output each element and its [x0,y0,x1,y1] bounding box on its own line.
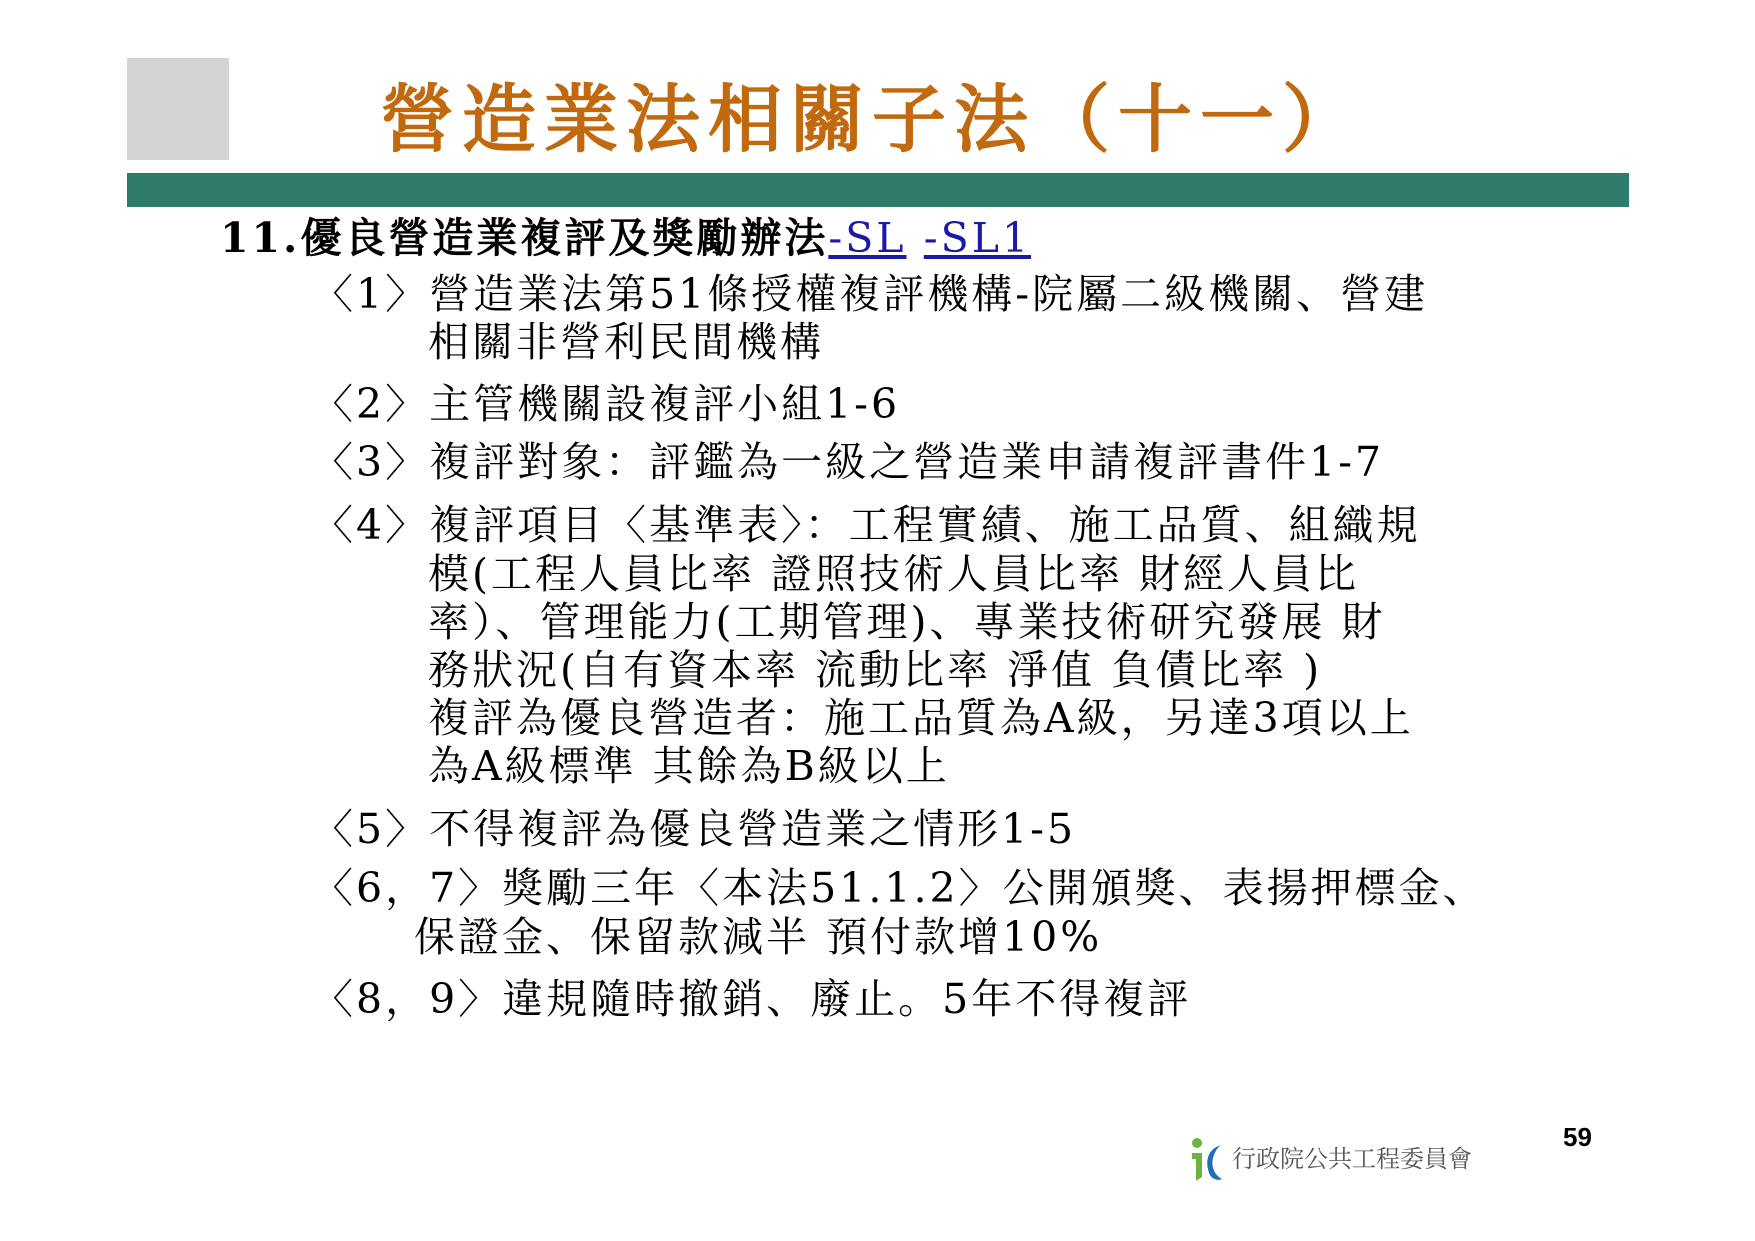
logo-green-stroke [1192,1153,1202,1181]
slide-title: 營造業法相關子法（十一） [380,77,1364,163]
item-2-line-1: 〈2〉主管機關設複評小組1-6 [312,380,901,428]
item-1-line-1: 〈1〉營造業法第51條授權複評機構-院屬二級機關、營建 [312,270,1429,318]
item-1-line-2: 相關非營利民間機構 [428,318,824,366]
item-4-line-6: 為A級標準 其餘為B級以上 [428,742,950,790]
item-6-7-line-1: 〈6，7〉獎勵三年〈本法51.1.2〉公開頒獎、表揚押標金、 [312,864,1487,912]
sl-link[interactable]: -SL [828,214,907,262]
logo-blue-arc [1207,1145,1222,1180]
item-4-line-2: 模(工程人員比率 證照技術人員比率 財經人員比 [428,550,1360,598]
item-8-9-line-1: 〈8，9〉違規隨時撤銷、廢止。5年不得複評 [312,975,1192,1023]
item-6-7-line-2: 保證金、保留款減半 預付款增10% [414,913,1103,961]
pcc-logo-icon [1188,1135,1224,1183]
section-heading [220,214,1031,262]
item-3-line-1: 〈3〉複評對象：評鑑為一級之營造業申請複評書件1-7 [312,438,1385,486]
logo-dot [1192,1138,1202,1148]
item-4-line-5: 複評為優良營造者：施工品質為A級，另達3項以上 [428,694,1414,742]
sl1-link[interactable]: -SL1 [923,214,1032,262]
organization-name: 行政院公共工程委員會 [1232,1145,1472,1173]
item-5-line-1: 〈5〉不得複評為優良營造業之情形1-5 [312,805,1077,853]
item-4-line-3: 率）、管理能力(工期管理)、專業技術研究發展 財 [428,598,1386,646]
heading-text: 優良營造業複評及獎勵辦法 [300,214,829,262]
page-number: 59 [1563,1122,1592,1152]
heading-number: 11. [220,214,301,262]
item-4-line-4: 務狀況(自有資本率 流動比率 淨值 負債比率 ) [428,646,1323,694]
item-4-line-1: 〈4〉複評項目〈基準表〉：工程實績、施工品質、組織規 [312,501,1421,549]
